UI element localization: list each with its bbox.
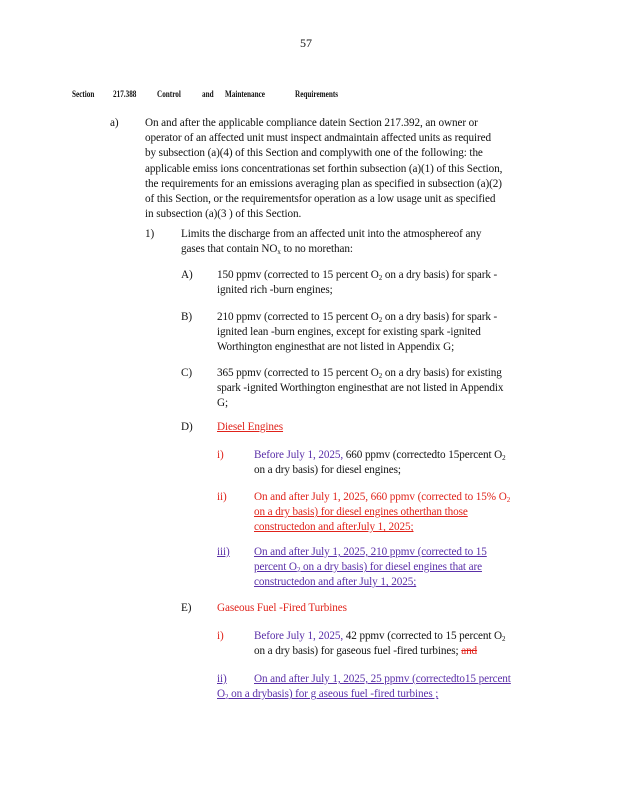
text-line: the requirements for an emissions averaging plan as specified in subsection (a)(2) [145,177,502,190]
subsection-a-text [145,116,535,222]
text-line [217,268,607,283]
text-line: constructedon and afterJuly 1, 2025; [254,521,414,534]
item-E-label: E) [181,602,192,614]
text-line: Worthington enginesthat are not listed in Appendix G; [217,341,455,354]
item-D-iii-text [254,545,618,591]
date-text: July 1, 2025, [286,449,344,461]
text-line: ignited lean -burn engines, except for existing spark -ignited [217,326,481,339]
item-D-i-text [254,448,618,478]
text-line: G; [217,397,228,410]
text-line: Limits the discharge from an affected unit into the atmosphereof any [181,228,482,240]
subscript: 2 [378,274,383,282]
text-line: ignited rich -burn engines; [217,284,333,297]
item-D-i-label: i) [217,449,224,461]
text-run: on a dry basis) for gaseous fuel -fired turbines; [254,645,462,658]
subscript: 2 [378,316,383,324]
text-line: on a dry basis) for diesel engines; [254,464,401,477]
section-title-word: Control [157,89,181,99]
item-E-i-text [254,629,618,659]
text-line: On and after July 1, 2025, 210 ppmv (corrected to 15 [254,546,487,558]
section-heading-word: Section [72,89,95,99]
text-run: 365 ppmv (corrected to 15 percent O [217,367,379,379]
item-E-title: Gaseous Fuel -Fired Turbines [217,602,347,614]
text-run: on a dry basis) for spark - [382,269,498,281]
text-run: 210 ppmv (corrected to 15 percent O [217,311,379,323]
subscript: x [277,248,281,257]
item-D-ii-label: ii) [217,491,227,503]
subscript: 2 [378,372,383,380]
text-line [217,310,607,325]
text-run: percent O [254,561,297,574]
subsection-a-label: a) [110,117,119,129]
item-B-text [217,310,607,356]
text-line [254,644,618,659]
item-1-text [181,227,571,257]
item-E-ii-label: ii) [217,673,227,685]
text-line: On and after July 1, 2025, 25 ppmv (correctedto15 percent [254,673,511,685]
text-line [181,242,571,257]
text-line [254,629,618,644]
item-1-label: 1) [145,228,155,240]
struck-text: and [461,645,478,658]
section-title-word: and [202,89,214,99]
text-run: gases that contain NO [181,243,278,256]
item-D-label: D) [181,421,193,433]
item-B-label: B) [181,311,192,323]
text-run: Before [254,449,287,461]
text-run: O [217,688,225,701]
subscript: 2 [506,496,511,504]
text-line [254,448,618,463]
text-line: applicable emiss ions concentrationas set forthin subsection (a)(1) of this Section, [145,162,503,175]
text-line [217,687,547,702]
section-number: 217.388 [113,89,137,99]
text-line: of this Section, or the requirementsfor operation as a low usage unit as specified [145,192,496,205]
text-run: on a dry basis) for diesel engines that are [300,561,482,574]
subscript: 2 [224,693,229,702]
text-run: on a drybasis) for g aseous fuel -fired turbines ; [228,688,439,701]
subscript: 2 [502,635,506,643]
text-line: On and after the applicable compliance datein Section 217.392, an owner or [145,117,478,129]
item-E-ii-text [217,672,547,702]
item-A-text [217,268,607,298]
text-run: 660 ppmv (correctedto 15percent O [343,449,503,461]
text-line [254,560,618,575]
text-line: in subsection (a)(3 ) of this Section. [145,208,302,221]
text-line: spark -ignited Worthington enginesthat are not listed in Appendix [217,382,504,395]
item-E-i-label: i) [217,630,224,642]
text-run: On and after July 1, 2025, 660 ppmv (corrected to 15% O [254,491,507,503]
text-line [217,366,607,381]
item-C-text [217,366,607,412]
item-D-iii-label: iii) [217,546,230,558]
text-run: 150 ppmv (corrected to 15 percent O [217,269,379,281]
text-run: to no morethan: [280,243,353,256]
subscript: 2 [502,454,506,462]
section-title-word: Maintenance [225,89,265,99]
item-A-label: A) [181,269,193,281]
text-line [254,490,618,505]
text-run: 42 ppmv (corrected to 15 percent O [343,630,503,642]
item-C-label: C) [181,367,192,379]
section-title-word: Requirements [295,89,339,99]
text-run: on a dry basis) for spark - [382,311,498,323]
text-line: constructedon and after July 1, 2025; [254,576,417,589]
text-line: on a dry basis) for diesel engines otherthan those [254,506,468,519]
date-text: July 1, 2025, [286,630,344,642]
text-line: operator of an affected unit must inspect andmaintain affected units as required [145,132,492,145]
text-line: by subsection (a)(4) of this Section and complywith one of the following: the [145,147,483,160]
item-D-ii-text [254,490,618,536]
text-run: Before [254,630,287,642]
item-D-title: Diesel Engines [217,421,284,433]
page-number: 57 [300,36,312,50]
subscript: 2 [296,566,301,575]
text-run: on a dry basis) for existing [382,367,502,379]
